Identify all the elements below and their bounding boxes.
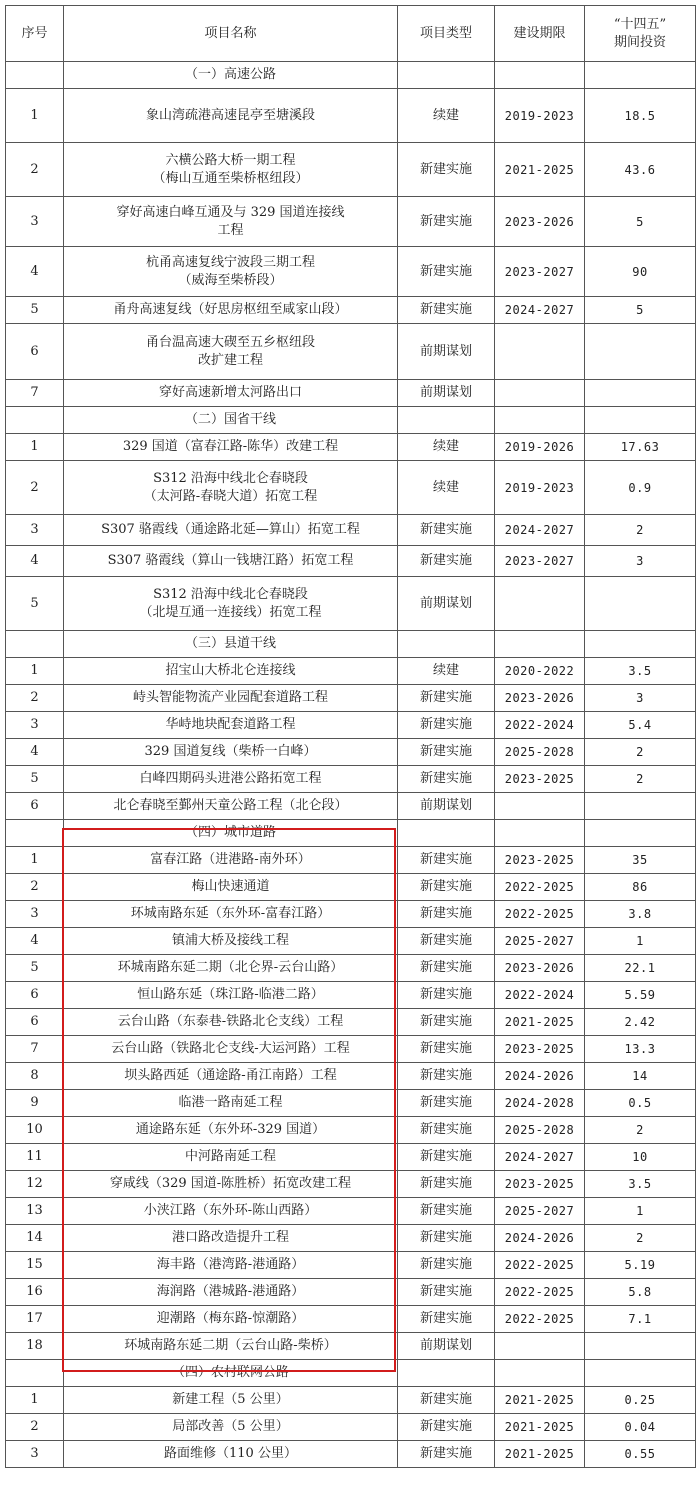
row-name: 海丰路（港湾路-港通路）	[64, 1252, 398, 1279]
row-invest	[585, 793, 696, 820]
row-no: 16	[6, 1279, 64, 1306]
row-period: 2022-2025	[495, 874, 585, 901]
section-no-cell	[6, 62, 64, 89]
row-name: 富春江路（进港路-南外环）	[64, 847, 398, 874]
row-period: 2023-2027	[495, 546, 585, 577]
row-type: 前期谋划	[398, 380, 495, 407]
table-row	[6, 247, 696, 297]
row-name: 镇浦大桥及接线工程	[64, 928, 398, 955]
row-type: 新建实施	[398, 1252, 495, 1279]
row-type: 新建实施	[398, 1090, 495, 1117]
row-no: 14	[6, 1225, 64, 1252]
row-name: 梅山快速通道	[64, 874, 398, 901]
row-period	[495, 577, 585, 631]
row-name: 小浃江路（东外环-陈山西路）	[64, 1198, 398, 1225]
row-name: S312 沿海中线北仑春晓段 （太河路-春晓大道）拓宽工程	[64, 461, 398, 515]
row-invest: 10	[585, 1144, 696, 1171]
table-row	[6, 546, 696, 577]
row-name: 港口路改造提升工程	[64, 1225, 398, 1252]
row-invest: 3.8	[585, 901, 696, 928]
row-period: 2022-2024	[495, 982, 585, 1009]
row-no: 2	[6, 1414, 64, 1441]
row-type: 新建实施	[398, 1279, 495, 1306]
row-name: 中河路南延工程	[64, 1144, 398, 1171]
table-row	[6, 1171, 696, 1198]
section-empty-invest	[585, 820, 696, 847]
row-invest: 18.5	[585, 89, 696, 143]
row-no: 10	[6, 1117, 64, 1144]
row-type: 新建实施	[398, 1414, 495, 1441]
row-period: 2021-2025	[495, 1387, 585, 1414]
section-no-cell	[6, 407, 64, 434]
section-label: （四）农村联网公路	[64, 1360, 398, 1387]
row-name: 象山湾疏港高速昆亭至塘溪段	[64, 89, 398, 143]
row-type: 新建实施	[398, 928, 495, 955]
row-no: 6	[6, 793, 64, 820]
row-name: 通途路东延（东外环-329 国道）	[64, 1117, 398, 1144]
table-row	[6, 901, 696, 928]
row-invest: 0.25	[585, 1387, 696, 1414]
row-type: 新建实施	[398, 685, 495, 712]
row-name: 白峰四期码头进港公路拓宽工程	[64, 766, 398, 793]
section-empty-invest	[585, 631, 696, 658]
row-period	[495, 793, 585, 820]
row-invest	[585, 324, 696, 380]
header-period: 建设期限	[495, 6, 585, 62]
table-row	[6, 515, 696, 546]
section-label: （四）城市道路	[64, 820, 398, 847]
row-no: 4	[6, 546, 64, 577]
row-name: 恒山路东延（珠江路-临港二路）	[64, 982, 398, 1009]
row-name: 云台山路（东泰巷-铁路北仑支线）工程	[64, 1009, 398, 1036]
row-period: 2022-2025	[495, 1306, 585, 1333]
table-row	[6, 766, 696, 793]
section-empty-invest	[585, 407, 696, 434]
row-period: 2025-2028	[495, 739, 585, 766]
row-type: 新建实施	[398, 1225, 495, 1252]
row-type: 新建实施	[398, 847, 495, 874]
row-invest: 5	[585, 297, 696, 324]
section-row	[6, 62, 696, 89]
row-period: 2024-2027	[495, 1144, 585, 1171]
table-row	[6, 297, 696, 324]
row-type: 新建实施	[398, 901, 495, 928]
row-period: 2021-2025	[495, 143, 585, 197]
table-row	[6, 89, 696, 143]
row-invest: 2.42	[585, 1009, 696, 1036]
row-invest: 2	[585, 766, 696, 793]
row-no: 2	[6, 461, 64, 515]
header-name: 项目名称	[64, 6, 398, 62]
table-row	[6, 461, 696, 515]
row-name: 杭甬高速复线宁波段三期工程 （威海至柴桥段）	[64, 247, 398, 297]
row-name: 北仑春晓至鄞州天童公路工程（北仑段）	[64, 793, 398, 820]
section-empty-period	[495, 820, 585, 847]
row-no: 5	[6, 577, 64, 631]
row-invest: 5.19	[585, 1252, 696, 1279]
section-empty-period	[495, 631, 585, 658]
row-invest: 2	[585, 1225, 696, 1252]
section-label: （二）国省干线	[64, 407, 398, 434]
row-type: 新建实施	[398, 1441, 495, 1468]
row-invest: 0.5	[585, 1090, 696, 1117]
row-invest	[585, 577, 696, 631]
row-no: 3	[6, 515, 64, 546]
row-invest: 0.55	[585, 1441, 696, 1468]
row-no: 5	[6, 955, 64, 982]
table-row	[6, 1441, 696, 1468]
header-row	[6, 6, 696, 62]
table-row	[6, 1252, 696, 1279]
row-invest: 2	[585, 515, 696, 546]
row-period: 2022-2025	[495, 1252, 585, 1279]
row-period: 2025-2028	[495, 1117, 585, 1144]
row-type: 新建实施	[398, 1306, 495, 1333]
table-row	[6, 712, 696, 739]
row-period: 2023-2026	[495, 685, 585, 712]
section-empty-period	[495, 1360, 585, 1387]
row-period: 2023-2025	[495, 1171, 585, 1198]
row-invest: 13.3	[585, 1036, 696, 1063]
row-invest: 7.1	[585, 1306, 696, 1333]
section-empty-type	[398, 820, 495, 847]
row-type: 新建实施	[398, 1144, 495, 1171]
section-row	[6, 407, 696, 434]
row-type: 新建实施	[398, 766, 495, 793]
row-invest: 17.63	[585, 434, 696, 461]
row-type: 新建实施	[398, 874, 495, 901]
table-row	[6, 434, 696, 461]
row-name: 穿好高速白峰互通及与 329 国道连接线 工程	[64, 197, 398, 247]
row-invest: 2	[585, 739, 696, 766]
table-row	[6, 1090, 696, 1117]
row-type: 续建	[398, 658, 495, 685]
table-row	[6, 874, 696, 901]
row-name: 局部改善（5 公里）	[64, 1414, 398, 1441]
table-row	[6, 1009, 696, 1036]
row-name: S307 骆霞线（算山一钱塘江路）拓宽工程	[64, 546, 398, 577]
row-period: 2024-2027	[495, 297, 585, 324]
table-row	[6, 793, 696, 820]
row-invest: 5.8	[585, 1279, 696, 1306]
row-name: S307 骆霞线（通途路北延—算山）拓宽工程	[64, 515, 398, 546]
row-invest: 86	[585, 874, 696, 901]
row-period: 2024-2028	[495, 1090, 585, 1117]
row-invest: 1	[585, 1198, 696, 1225]
section-label: （三）县道干线	[64, 631, 398, 658]
row-no: 2	[6, 685, 64, 712]
row-period: 2024-2027	[495, 515, 585, 546]
row-no: 2	[6, 874, 64, 901]
row-type: 新建实施	[398, 1036, 495, 1063]
section-empty-type	[398, 62, 495, 89]
section-empty-type	[398, 631, 495, 658]
project-table	[5, 5, 696, 1468]
row-period: 2023-2027	[495, 247, 585, 297]
table-row	[6, 380, 696, 407]
section-row	[6, 1360, 696, 1387]
table-row	[6, 1198, 696, 1225]
row-name: 临港一路南延工程	[64, 1090, 398, 1117]
row-type: 新建实施	[398, 1171, 495, 1198]
row-no: 9	[6, 1090, 64, 1117]
row-invest: 35	[585, 847, 696, 874]
row-name: 甬舟高速复线（好思房枢纽至咸家山段）	[64, 297, 398, 324]
row-period: 2023-2025	[495, 1036, 585, 1063]
row-period: 2023-2025	[495, 847, 585, 874]
row-name: 环城南路东延二期（云台山路-柴桥）	[64, 1333, 398, 1360]
row-name: 海润路（港城路-港通路）	[64, 1279, 398, 1306]
row-no: 4	[6, 928, 64, 955]
header-type: 项目类型	[398, 6, 495, 62]
row-invest: 5.59	[585, 982, 696, 1009]
row-period: 2024-2026	[495, 1225, 585, 1252]
table-row	[6, 1036, 696, 1063]
row-name: 峙头智能物流产业园配套道路工程	[64, 685, 398, 712]
row-no: 1	[6, 434, 64, 461]
row-type: 新建实施	[398, 1009, 495, 1036]
row-invest: 0.04	[585, 1414, 696, 1441]
row-name: 云台山路（铁路北仑支线-大运河路）工程	[64, 1036, 398, 1063]
row-no: 6	[6, 324, 64, 380]
section-no-cell	[6, 631, 64, 658]
table-row	[6, 685, 696, 712]
row-name: 329 国道复线（柴桥一白峰）	[64, 739, 398, 766]
table-body	[6, 62, 696, 1468]
row-no: 17	[6, 1306, 64, 1333]
row-type: 新建实施	[398, 197, 495, 247]
row-type: 新建实施	[398, 739, 495, 766]
row-type: 新建实施	[398, 515, 495, 546]
row-invest: 22.1	[585, 955, 696, 982]
table-row	[6, 577, 696, 631]
row-name: 新建工程（5 公里）	[64, 1387, 398, 1414]
header-invest: “十四五” 期间投资	[585, 6, 696, 62]
row-no: 18	[6, 1333, 64, 1360]
row-no: 1	[6, 658, 64, 685]
row-period: 2022-2025	[495, 1279, 585, 1306]
row-name: 环城南路东延二期（北仑界-云台山路）	[64, 955, 398, 982]
row-invest: 3.5	[585, 658, 696, 685]
row-name: S312 沿海中线北仑春晓段 （北堤互通一连接线）拓宽工程	[64, 577, 398, 631]
section-row	[6, 631, 696, 658]
table-row	[6, 658, 696, 685]
row-type: 新建实施	[398, 712, 495, 739]
table-row	[6, 1333, 696, 1360]
row-no: 5	[6, 297, 64, 324]
row-period: 2023-2025	[495, 766, 585, 793]
section-empty-invest	[585, 1360, 696, 1387]
row-no: 7	[6, 1036, 64, 1063]
row-type: 新建实施	[398, 1387, 495, 1414]
row-name: 穿咸线（329 国道-陈胜桥）拓宽改建工程	[64, 1171, 398, 1198]
row-name: 招宝山大桥北仑连接线	[64, 658, 398, 685]
row-period: 2021-2025	[495, 1414, 585, 1441]
row-period: 2019-2026	[495, 434, 585, 461]
row-type: 新建实施	[398, 143, 495, 197]
row-period: 2025-2027	[495, 928, 585, 955]
row-no: 1	[6, 847, 64, 874]
row-type: 续建	[398, 89, 495, 143]
row-invest: 1	[585, 928, 696, 955]
header-no: 序号	[6, 6, 64, 62]
row-no: 12	[6, 1171, 64, 1198]
section-empty-invest	[585, 62, 696, 89]
row-no: 1	[6, 1387, 64, 1414]
row-name: 穿好高速新增太河路出口	[64, 380, 398, 407]
section-empty-period	[495, 407, 585, 434]
row-no: 4	[6, 739, 64, 766]
row-period: 2021-2025	[495, 1441, 585, 1468]
row-invest: 3	[585, 546, 696, 577]
row-no: 2	[6, 143, 64, 197]
row-type: 新建实施	[398, 297, 495, 324]
row-no: 8	[6, 1063, 64, 1090]
row-invest	[585, 1333, 696, 1360]
section-label: （一）高速公路	[64, 62, 398, 89]
section-no-cell	[6, 1360, 64, 1387]
row-name: 甬台温高速大碶至五乡枢纽段 改扩建工程	[64, 324, 398, 380]
table-row	[6, 1117, 696, 1144]
row-period: 2021-2025	[495, 1009, 585, 1036]
section-empty-type	[398, 1360, 495, 1387]
row-type: 新建实施	[398, 546, 495, 577]
row-period: 2023-2026	[495, 955, 585, 982]
table-row	[6, 847, 696, 874]
row-no: 3	[6, 712, 64, 739]
row-no: 11	[6, 1144, 64, 1171]
table-row	[6, 1279, 696, 1306]
row-name: 迎潮路（梅东路-惊潮路）	[64, 1306, 398, 1333]
row-period	[495, 1333, 585, 1360]
table-row	[6, 1306, 696, 1333]
table-row	[6, 1387, 696, 1414]
row-invest: 5	[585, 197, 696, 247]
row-period: 2020-2022	[495, 658, 585, 685]
row-no: 4	[6, 247, 64, 297]
row-type: 新建实施	[398, 1063, 495, 1090]
row-period: 2019-2023	[495, 461, 585, 515]
row-no: 6	[6, 982, 64, 1009]
row-type: 新建实施	[398, 955, 495, 982]
table-row	[6, 324, 696, 380]
row-type: 新建实施	[398, 982, 495, 1009]
row-type: 新建实施	[398, 1198, 495, 1225]
row-name: 环城南路东延（东外环-富春江路）	[64, 901, 398, 928]
row-invest: 2	[585, 1117, 696, 1144]
row-name: 329 国道（富春江路-陈华）改建工程	[64, 434, 398, 461]
table-row	[6, 197, 696, 247]
row-invest: 0.9	[585, 461, 696, 515]
row-period: 2019-2023	[495, 89, 585, 143]
row-period: 2022-2024	[495, 712, 585, 739]
table-row	[6, 928, 696, 955]
row-invest: 14	[585, 1063, 696, 1090]
row-no: 7	[6, 380, 64, 407]
row-period	[495, 324, 585, 380]
table-row	[6, 143, 696, 197]
row-name: 六横公路大桥一期工程 （梅山互通至柴桥枢纽段）	[64, 143, 398, 197]
row-no: 13	[6, 1198, 64, 1225]
table-row	[6, 1414, 696, 1441]
row-no: 5	[6, 766, 64, 793]
row-no: 1	[6, 89, 64, 143]
table-row	[6, 1225, 696, 1252]
row-type: 新建实施	[398, 1117, 495, 1144]
row-invest: 5.4	[585, 712, 696, 739]
row-type: 续建	[398, 461, 495, 515]
row-invest: 90	[585, 247, 696, 297]
row-no: 3	[6, 197, 64, 247]
table-row	[6, 739, 696, 766]
section-empty-period	[495, 62, 585, 89]
row-period	[495, 380, 585, 407]
row-invest	[585, 380, 696, 407]
table-row	[6, 982, 696, 1009]
row-period: 2023-2026	[495, 197, 585, 247]
row-no: 3	[6, 1441, 64, 1468]
row-name: 坝头路西延（通途路-甬江南路）工程	[64, 1063, 398, 1090]
row-invest: 3	[585, 685, 696, 712]
section-no-cell	[6, 820, 64, 847]
row-invest: 43.6	[585, 143, 696, 197]
row-type: 前期谋划	[398, 324, 495, 380]
row-period: 2024-2026	[495, 1063, 585, 1090]
row-no: 6	[6, 1009, 64, 1036]
row-type: 新建实施	[398, 247, 495, 297]
row-period: 2025-2027	[495, 1198, 585, 1225]
row-type: 前期谋划	[398, 577, 495, 631]
row-name: 路面维修（110 公里）	[64, 1441, 398, 1468]
section-row	[6, 820, 696, 847]
table-row	[6, 1063, 696, 1090]
row-period: 2022-2025	[495, 901, 585, 928]
row-no: 3	[6, 901, 64, 928]
table-row	[6, 955, 696, 982]
row-invest: 3.5	[585, 1171, 696, 1198]
row-type: 前期谋划	[398, 793, 495, 820]
row-no: 15	[6, 1252, 64, 1279]
table-row	[6, 1144, 696, 1171]
section-empty-type	[398, 407, 495, 434]
row-type: 续建	[398, 434, 495, 461]
row-name: 华峙地块配套道路工程	[64, 712, 398, 739]
row-type: 前期谋划	[398, 1333, 495, 1360]
